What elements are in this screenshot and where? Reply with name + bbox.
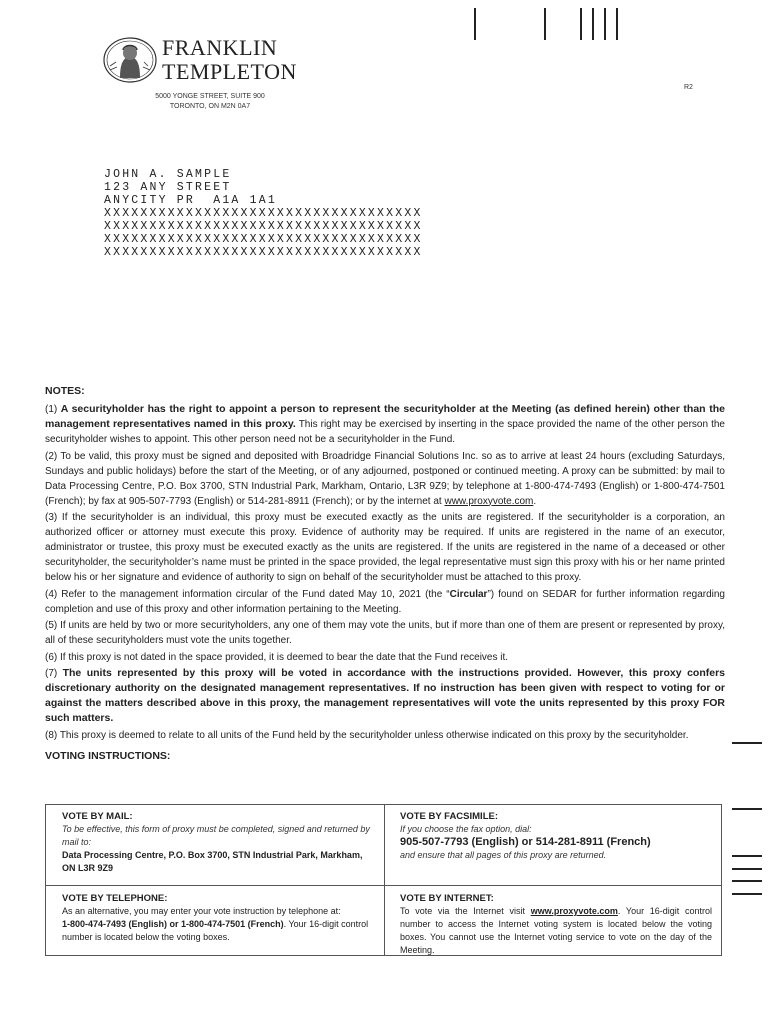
telephone-text: As an alternative, you may enter your vote instruction by telephone at: — [62, 906, 341, 916]
vote-by-internet — [400, 887, 712, 957]
note-7 — [45, 666, 725, 726]
registration-bar — [592, 8, 594, 40]
address-line: ANYCITY PR A1A 1A1 — [104, 194, 277, 207]
proxyvote-link[interactable]: www.proxyvote.com — [444, 495, 534, 507]
telephone-text-end: . Your 16-digit control number is located below the voting boxes. — [62, 919, 369, 942]
row-divider — [46, 885, 721, 886]
address-line-1: 5000 YONGE STREET, SUITE 900 — [155, 93, 265, 100]
form-code: R2 — [684, 84, 693, 91]
note-6: (6) If this proxy is not dated in the space provided, it is deemed to bear the date that the Fund receives it. — [45, 651, 509, 663]
address-line-2: TORONTO, ON M2N 0A7 — [169, 103, 251, 110]
notes-heading: NOTES: — [45, 385, 85, 397]
circular-term: Circular — [449, 588, 488, 600]
note-number: (7) — [45, 668, 63, 679]
address-line: XXXXXXXXXXXXXXXXXXXXXXXXXXXXXXXXXXX — [104, 207, 423, 220]
telephone-instructions — [62, 905, 376, 944]
note-1-bold: A securityholder has the right to appoint a person to represent the securityholder at the Meeting (as defined herein) other than the management representatives named in this proxy. — [45, 403, 725, 430]
column-divider — [384, 805, 385, 955]
fax-note: and ensure that all pages of this proxy are returned. — [400, 850, 607, 860]
vote-by-fax — [400, 805, 710, 862]
proxyvote-link[interactable]: www.proxyvote.com — [530, 906, 618, 916]
registration-bar — [544, 8, 546, 40]
omr-mark — [732, 893, 762, 895]
omr-mark — [732, 742, 762, 744]
note-3: (3) If the securityholder is an individual, this proxy must be executed exactly as the units are registered. If the securityholder is a corporation, an authorized officer or attorney must execute this proxy. Evidence of authority may be required. If units are registered in the name of an executor, administrator or trustee, this proxy must be executed exactly as the units are registered. If the units are registered in the name of a deceased or other securityholder, the securityholder’s name must be printed in the space provided, the legal representative must sign this proxy with his or her name printed below his or her signature and evidence of authority to sign on behalf of the securityholder must be attached to this proxy. — [45, 512, 725, 583]
registration-bar — [474, 8, 476, 40]
vote-by-telephone-title: VOTE BY TELEPHONE: — [62, 893, 168, 904]
registration-bar — [616, 8, 618, 40]
internet-text: To vote via the Internet visit — [400, 906, 531, 916]
omr-mark — [732, 855, 762, 857]
omr-mark — [732, 808, 762, 810]
note-4-end: ”) found on SEDAR for further information regarding completion and use of this proxy and other information pertaining to the Meeting. — [45, 588, 725, 615]
vote-by-mail-title: VOTE BY MAIL: — [62, 811, 133, 822]
franklin-templeton-logo — [102, 36, 322, 86]
address-line: XXXXXXXXXXXXXXXXXXXXXXXXXXXXXXXXXXX — [104, 233, 423, 246]
brand-line-1: FRANKLIN — [162, 35, 278, 60]
vote-by-internet-title: VOTE BY INTERNET: — [400, 893, 494, 904]
omr-mark — [732, 880, 762, 882]
address-line: 123 ANY STREET — [104, 181, 232, 194]
fax-numbers: 905-507-7793 (English) or 514-281-8911 (French) — [400, 836, 651, 848]
notes-section — [45, 384, 725, 764]
note-number: (1) — [45, 404, 61, 415]
address-line: XXXXXXXXXXXXXXXXXXXXXXXXXXXXXXXXXXX — [104, 220, 423, 233]
address-line: XXXXXXXXXXXXXXXXXXXXXXXXXXXXXXXXXXX — [104, 246, 423, 259]
benjamin-franklin-portrait-icon — [102, 36, 158, 84]
internet-text-end: . Your 16-digit control number to access the Internet voting system is located below the voting boxes. You cannot use the Internet voting service to vote on the day of the Meeting. — [400, 906, 712, 955]
vote-by-mail-instructions: To be effective, this form of proxy must be completed, signed and returned by mail to: — [62, 824, 370, 847]
note-2 — [45, 449, 725, 509]
voting-instructions-box — [45, 804, 722, 956]
vote-by-telephone — [62, 887, 376, 944]
note-4 — [45, 587, 725, 617]
vote-by-mail — [62, 805, 372, 875]
telephone-numbers: 1-800-474-7493 (English) or 1-800-474-7501 (French) — [62, 919, 284, 929]
internet-instructions — [400, 905, 712, 957]
note-2-text: (2) To be valid, this proxy must be signed and deposited with Broadridge Financial Solutions Inc. so as to arrive at least 24 hours (excluding Saturdays, Sundays and public holidays) before the start of the Meeting, or of any adjourned, postponed or continued meeting. A proxy can be submitted: by mail to Data Processing Centre, P.O. Box 3700, STN Industrial Park, Markham, Ontario, L3R 9Z9; by telephone at 1-800-474-7493 (English) or 1-800-474-7501 (French); by fax at 905-507-7793 (English) or 514-281-8911 (French); or by the internet at — [45, 450, 725, 507]
note-4-text: (4) Refer to the management information circular of the Fund dated May 10, 2021 (the “ — [45, 588, 450, 600]
vote-by-fax-instructions: If you choose the fax option, dial: — [400, 824, 532, 834]
recipient-address — [104, 168, 423, 259]
mailing-address: Data Processing Centre, P.O. Box 3700, STN Industrial Park, Markham, ON L3R 9Z9 — [62, 850, 363, 873]
omr-mark — [732, 868, 762, 870]
voting-instructions-heading: VOTING INSTRUCTIONS: — [45, 749, 171, 762]
note-1 — [45, 402, 725, 447]
note-8: (8) This proxy is deemed to relate to all units of the Fund held by the securityholder unless otherwise indicated on this proxy by the securityholder. — [45, 729, 689, 741]
brand-line-2: TEMPLETON — [162, 59, 297, 84]
vote-by-fax-title: VOTE BY FACSIMILE: — [400, 811, 499, 822]
note-5: (5) If units are held by two or more securityholders, any one of them may vote the units, but if more than one of them are present or represented by proxy, all of these securityholders must vote the units together. — [45, 620, 725, 646]
registration-bar — [580, 8, 582, 40]
address-line: JOHN A. SAMPLE — [104, 168, 232, 181]
note-2-end: . — [533, 495, 537, 507]
registration-bar — [604, 8, 606, 40]
note-7-bold: The units represented by this proxy will be voted in accordance with the instructions provided. However, this proxy confers discretionary authority on the designated management representatives. If no instruction has been given with respect to voting for or against the matters described above in this proxy, the management representatives will vote the units represented by this proxy FOR such matters. — [45, 667, 726, 724]
sender-address — [150, 92, 270, 112]
brand-wordmark — [162, 36, 297, 84]
note-1-text: This right may be exercised by inserting in the space provided the name of the other person the securityholder wishes to appoint. This other person need not be a securityholder in the Fund. — [45, 419, 725, 445]
